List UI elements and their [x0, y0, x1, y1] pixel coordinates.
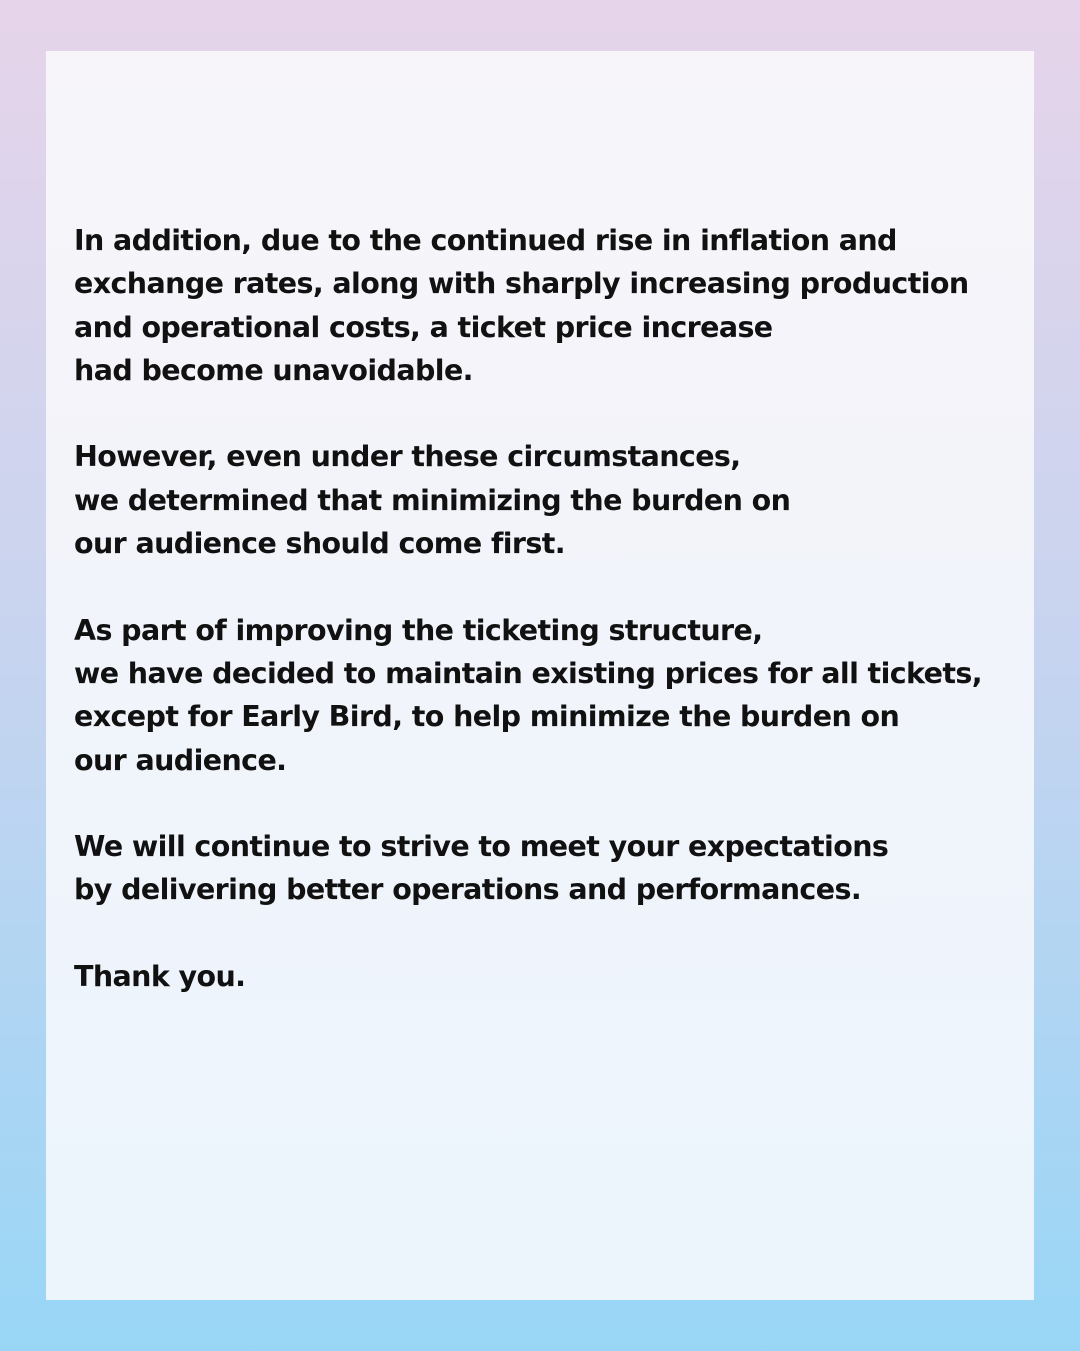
text-line: However, even under these circumstances,	[74, 440, 741, 474]
text-line: As part of improving the ticketing structure,	[74, 613, 763, 647]
text-line: We will continue to strive to meet your expectations	[74, 830, 889, 864]
text-line: had become unavoidable.	[74, 353, 473, 387]
notice-card	[46, 51, 1034, 1300]
text-line: we have decided to maintain existing prices for all tickets,	[74, 656, 982, 690]
text-line: by delivering better operations and performances.	[74, 873, 862, 907]
paragraph-expectations	[74, 825, 1028, 912]
text-line: exchange rates, along with sharply increasing production	[74, 267, 969, 301]
text-line: Thank you.	[74, 960, 246, 994]
text-line: except for Early Bird, to help minimize the burden on	[74, 700, 900, 734]
notice-body	[74, 219, 1028, 1042]
paragraph-price-increase	[74, 219, 1028, 392]
paragraph-ticketing-structure	[74, 609, 1028, 782]
text-line: our audience.	[74, 743, 287, 777]
paragraph-audience-first	[74, 435, 1028, 565]
text-line: In addition, due to the continued rise in inflation and	[74, 224, 897, 257]
text-line: we determined that minimizing the burden on	[74, 483, 791, 517]
paragraph-thank-you	[74, 955, 1028, 998]
text-line: our audience should come first.	[74, 527, 565, 561]
text-line: and operational costs, a ticket price increase	[74, 310, 773, 344]
